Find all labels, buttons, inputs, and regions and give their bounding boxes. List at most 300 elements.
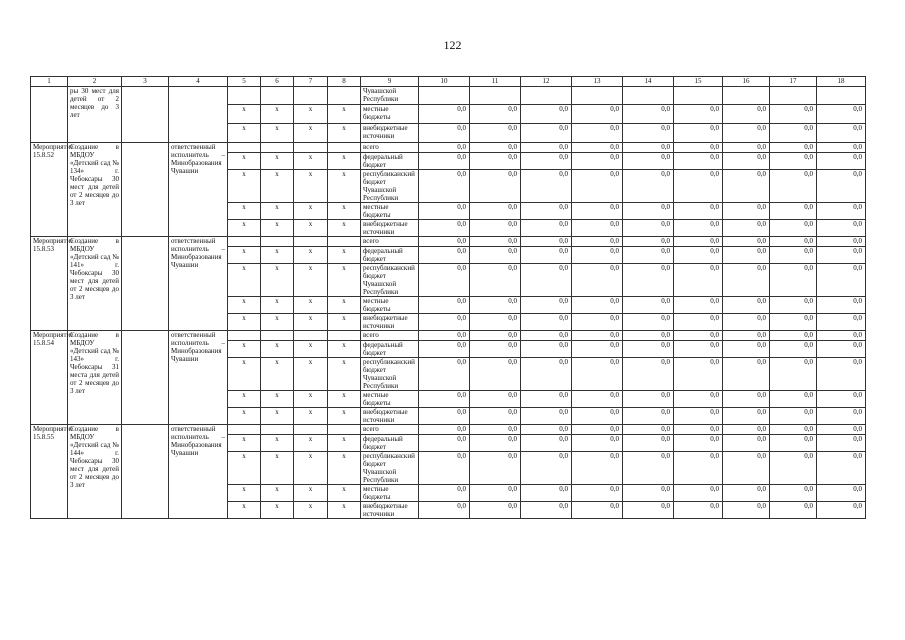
value-cell: 0,0 xyxy=(623,341,674,358)
mark-cell: х xyxy=(228,124,261,143)
value-cell: 0,0 xyxy=(674,452,723,485)
mark-cell xyxy=(228,331,261,341)
mark-cell: х xyxy=(294,485,328,502)
mark-cell: х xyxy=(328,391,361,408)
mark-cell: х xyxy=(328,435,361,452)
event-name-cell: Мероприятие 15.8.53 xyxy=(31,237,68,331)
value-cell: 0,0 xyxy=(521,105,572,124)
value-cell: 0,0 xyxy=(674,297,723,314)
empty-cell xyxy=(122,425,169,519)
value-cell: 0,0 xyxy=(623,502,674,519)
value-cell: 0,0 xyxy=(521,237,572,247)
mark-cell: х xyxy=(328,105,361,124)
value-cell: 0,0 xyxy=(770,143,817,153)
value-cell: 0,0 xyxy=(770,237,817,247)
value-cell: 0,0 xyxy=(817,203,866,220)
source-cell: внебюджетные источники xyxy=(361,220,419,237)
mark-cell: х xyxy=(261,314,294,331)
value-cell xyxy=(770,87,817,105)
value-cell: 0,0 xyxy=(572,425,623,435)
mark-cell: х xyxy=(328,203,361,220)
mark-cell: х xyxy=(228,391,261,408)
responsible-cell: ответственный исполнитель – Минобразования Чувашии xyxy=(169,237,228,331)
value-cell: 0,0 xyxy=(770,170,817,203)
responsible-cell: ответственный исполнитель – Минобразования Чувашии xyxy=(169,425,228,519)
value-cell: 0,0 xyxy=(674,435,723,452)
value-cell: 0,0 xyxy=(817,220,866,237)
empty-cell xyxy=(122,331,169,425)
mark-cell: х xyxy=(294,124,328,143)
value-cell: 0,0 xyxy=(572,264,623,297)
value-cell: 0,0 xyxy=(674,105,723,124)
value-cell: 0,0 xyxy=(572,170,623,203)
empty-cell xyxy=(122,87,169,143)
value-cell: 0,0 xyxy=(419,435,470,452)
value-cell: 0,0 xyxy=(572,203,623,220)
value-cell: 0,0 xyxy=(674,264,723,297)
value-cell: 0,0 xyxy=(723,408,770,425)
header-cell: 10 xyxy=(419,77,470,87)
value-cell: 0,0 xyxy=(470,264,521,297)
mark-cell: х xyxy=(261,153,294,170)
value-cell: 0,0 xyxy=(521,408,572,425)
value-cell: 0,0 xyxy=(623,264,674,297)
mark-cell: х xyxy=(294,502,328,519)
table-row xyxy=(31,425,866,435)
value-cell: 0,0 xyxy=(674,170,723,203)
header-cell: 7 xyxy=(294,77,328,87)
value-cell: 0,0 xyxy=(623,435,674,452)
source-cell: республиканский бюджет Чувашской Республики xyxy=(361,170,419,203)
value-cell: 0,0 xyxy=(419,237,470,247)
value-cell: 0,0 xyxy=(419,170,470,203)
value-cell: 0,0 xyxy=(723,331,770,341)
source-cell: местные бюджеты xyxy=(361,105,419,124)
mark-cell xyxy=(328,87,361,105)
mark-cell: х xyxy=(228,153,261,170)
value-cell: 0,0 xyxy=(817,391,866,408)
mark-cell xyxy=(328,143,361,153)
value-cell: 0,0 xyxy=(572,341,623,358)
mark-cell: х xyxy=(328,502,361,519)
value-cell xyxy=(521,87,572,105)
value-cell: 0,0 xyxy=(521,297,572,314)
value-cell: 0,0 xyxy=(770,435,817,452)
value-cell: 0,0 xyxy=(770,391,817,408)
value-cell: 0,0 xyxy=(723,485,770,502)
event-name-cell: Мероприятие 15.8.55 xyxy=(31,425,68,519)
value-cell: 0,0 xyxy=(470,247,521,264)
value-cell: 0,0 xyxy=(723,452,770,485)
value-cell: 0,0 xyxy=(723,220,770,237)
value-cell: 0,0 xyxy=(470,170,521,203)
source-cell: всего xyxy=(361,237,419,247)
value-cell: 0,0 xyxy=(470,358,521,391)
value-cell: 0,0 xyxy=(723,358,770,391)
mark-cell xyxy=(261,87,294,105)
value-cell: 0,0 xyxy=(674,485,723,502)
responsible-cell xyxy=(169,87,228,143)
source-cell: внебюджетные источники xyxy=(361,408,419,425)
value-cell: 0,0 xyxy=(674,143,723,153)
mark-cell: х xyxy=(294,452,328,485)
source-cell: всего xyxy=(361,331,419,341)
mark-cell: х xyxy=(261,485,294,502)
value-cell: 0,0 xyxy=(470,391,521,408)
value-cell: 0,0 xyxy=(674,341,723,358)
mark-cell: х xyxy=(328,485,361,502)
value-cell: 0,0 xyxy=(572,331,623,341)
value-cell: 0,0 xyxy=(817,153,866,170)
header-row xyxy=(31,77,866,87)
mark-cell: х xyxy=(228,264,261,297)
mark-cell xyxy=(294,331,328,341)
responsible-cell: ответственный исполнитель – Минобразования Чувашии xyxy=(169,331,228,425)
value-cell: 0,0 xyxy=(770,358,817,391)
mark-cell xyxy=(294,143,328,153)
mark-cell: х xyxy=(328,220,361,237)
header-cell: 12 xyxy=(521,77,572,87)
description-cell: Создание в МБДОУ «Детский сад № 134» г. Чебоксары 30 мест для детей от 2 месяцев до 3 лет xyxy=(68,143,122,237)
value-cell: 0,0 xyxy=(572,391,623,408)
value-cell: 0,0 xyxy=(572,314,623,331)
value-cell: 0,0 xyxy=(770,247,817,264)
table-body xyxy=(31,87,866,519)
mark-cell: х xyxy=(328,408,361,425)
value-cell: 0,0 xyxy=(623,124,674,143)
mark-cell xyxy=(261,331,294,341)
mark-cell: х xyxy=(328,341,361,358)
value-cell: 0,0 xyxy=(521,314,572,331)
value-cell: 0,0 xyxy=(817,331,866,341)
value-cell: 0,0 xyxy=(419,485,470,502)
value-cell: 0,0 xyxy=(470,408,521,425)
mark-cell: х xyxy=(228,502,261,519)
value-cell: 0,0 xyxy=(674,314,723,331)
header-cell: 2 xyxy=(68,77,122,87)
value-cell: 0,0 xyxy=(470,297,521,314)
mark-cell: х xyxy=(328,153,361,170)
mark-cell: х xyxy=(294,203,328,220)
value-cell: 0,0 xyxy=(419,452,470,485)
source-cell: всего xyxy=(361,143,419,153)
mark-cell: х xyxy=(261,358,294,391)
mark-cell: х xyxy=(261,297,294,314)
value-cell xyxy=(674,87,723,105)
mark-cell: х xyxy=(228,435,261,452)
value-cell: 0,0 xyxy=(770,331,817,341)
value-cell: 0,0 xyxy=(572,220,623,237)
mark-cell: х xyxy=(261,435,294,452)
value-cell: 0,0 xyxy=(817,170,866,203)
description-cell: Создание в МБДОУ «Детский сад № 144» г. Чебоксары 30 мест для детей от 2 месяцев до 3 лет xyxy=(68,425,122,519)
event-name-cell: Мероприятие 15.8.54 xyxy=(31,331,68,425)
value-cell: 0,0 xyxy=(419,391,470,408)
value-cell: 0,0 xyxy=(770,203,817,220)
mark-cell: х xyxy=(228,341,261,358)
mark-cell: х xyxy=(294,105,328,124)
mark-cell: х xyxy=(294,220,328,237)
page-number: 122 xyxy=(443,38,462,52)
value-cell: 0,0 xyxy=(723,170,770,203)
value-cell: 0,0 xyxy=(623,170,674,203)
source-cell: внебюджетные источники xyxy=(361,314,419,331)
mark-cell: х xyxy=(228,314,261,331)
value-cell: 0,0 xyxy=(419,220,470,237)
mark-cell xyxy=(228,143,261,153)
value-cell: 0,0 xyxy=(521,153,572,170)
value-cell: 0,0 xyxy=(572,105,623,124)
value-cell: 0,0 xyxy=(623,452,674,485)
header-cell: 16 xyxy=(723,77,770,87)
value-cell: 0,0 xyxy=(572,452,623,485)
header-cell: 11 xyxy=(470,77,521,87)
table-header xyxy=(31,77,866,87)
value-cell: 0,0 xyxy=(521,502,572,519)
mark-cell: х xyxy=(328,452,361,485)
value-cell: 0,0 xyxy=(572,358,623,391)
value-cell: 0,0 xyxy=(470,105,521,124)
value-cell: 0,0 xyxy=(817,143,866,153)
value-cell: 0,0 xyxy=(419,358,470,391)
mark-cell: х xyxy=(261,247,294,264)
value-cell: 0,0 xyxy=(770,425,817,435)
mark-cell: х xyxy=(261,341,294,358)
mark-cell: х xyxy=(328,358,361,391)
mark-cell: х xyxy=(328,314,361,331)
value-cell: 0,0 xyxy=(470,203,521,220)
value-cell: 0,0 xyxy=(723,203,770,220)
mark-cell xyxy=(328,331,361,341)
value-cell: 0,0 xyxy=(770,264,817,297)
value-cell: 0,0 xyxy=(674,408,723,425)
value-cell: 0,0 xyxy=(419,105,470,124)
value-cell: 0,0 xyxy=(419,341,470,358)
value-cell: 0,0 xyxy=(770,452,817,485)
value-cell: 0,0 xyxy=(770,220,817,237)
value-cell: 0,0 xyxy=(572,143,623,153)
value-cell: 0,0 xyxy=(817,358,866,391)
value-cell: 0,0 xyxy=(623,297,674,314)
source-cell: внебюджетные источники xyxy=(361,124,419,143)
value-cell: 0,0 xyxy=(623,237,674,247)
value-cell: 0,0 xyxy=(770,105,817,124)
value-cell: 0,0 xyxy=(521,435,572,452)
value-cell: 0,0 xyxy=(723,314,770,331)
value-cell: 0,0 xyxy=(817,425,866,435)
value-cell: 0,0 xyxy=(572,408,623,425)
source-cell: внебюджетные источники xyxy=(361,502,419,519)
value-cell: 0,0 xyxy=(674,391,723,408)
header-cell: 3 xyxy=(122,77,169,87)
value-cell: 0,0 xyxy=(521,220,572,237)
mark-cell xyxy=(294,87,328,105)
value-cell: 0,0 xyxy=(521,391,572,408)
value-cell: 0,0 xyxy=(470,143,521,153)
header-cell: 9 xyxy=(361,77,419,87)
header-cell: 1 xyxy=(31,77,68,87)
source-cell: федеральный бюджет xyxy=(361,341,419,358)
mark-cell: х xyxy=(294,358,328,391)
mark-cell: х xyxy=(294,153,328,170)
mark-cell: х xyxy=(294,247,328,264)
value-cell: 0,0 xyxy=(623,220,674,237)
value-cell: 0,0 xyxy=(572,247,623,264)
value-cell: 0,0 xyxy=(419,331,470,341)
value-cell: 0,0 xyxy=(770,153,817,170)
mark-cell: х xyxy=(328,170,361,203)
source-cell: местные бюджеты xyxy=(361,203,419,220)
value-cell: 0,0 xyxy=(623,314,674,331)
value-cell: 0,0 xyxy=(723,153,770,170)
value-cell: 0,0 xyxy=(419,502,470,519)
value-cell: 0,0 xyxy=(723,105,770,124)
value-cell: 0,0 xyxy=(419,153,470,170)
mark-cell: х xyxy=(228,358,261,391)
mark-cell xyxy=(228,425,261,435)
value-cell: 0,0 xyxy=(623,408,674,425)
empty-cell xyxy=(122,143,169,237)
header-cell: 6 xyxy=(261,77,294,87)
source-cell: федеральный бюджет xyxy=(361,435,419,452)
value-cell: 0,0 xyxy=(470,452,521,485)
value-cell: 0,0 xyxy=(674,247,723,264)
value-cell: 0,0 xyxy=(419,314,470,331)
value-cell: 0,0 xyxy=(470,331,521,341)
value-cell: 0,0 xyxy=(723,297,770,314)
value-cell: 0,0 xyxy=(470,502,521,519)
mark-cell: х xyxy=(261,203,294,220)
description-cell: Создание в МБДОУ «Детский сад № 141» г. Чебоксары 30 мест для детей от 2 месяцев до 3 лет xyxy=(68,237,122,331)
value-cell: 0,0 xyxy=(674,358,723,391)
mark-cell xyxy=(328,237,361,247)
mark-cell: х xyxy=(228,485,261,502)
value-cell: 0,0 xyxy=(674,124,723,143)
value-cell: 0,0 xyxy=(817,408,866,425)
mark-cell: х xyxy=(228,408,261,425)
mark-cell: х xyxy=(294,170,328,203)
value-cell: 0,0 xyxy=(817,247,866,264)
value-cell: 0,0 xyxy=(623,203,674,220)
value-cell: 0,0 xyxy=(723,425,770,435)
value-cell: 0,0 xyxy=(623,425,674,435)
value-cell: 0,0 xyxy=(723,247,770,264)
mark-cell: х xyxy=(261,220,294,237)
mark-cell: х xyxy=(261,124,294,143)
budget-table xyxy=(30,76,866,519)
table-row xyxy=(31,331,866,341)
source-cell: республиканский бюджет Чувашской Республики xyxy=(361,264,419,297)
value-cell: 0,0 xyxy=(521,264,572,297)
value-cell: 0,0 xyxy=(572,153,623,170)
value-cell: 0,0 xyxy=(770,408,817,425)
mark-cell: х xyxy=(294,435,328,452)
mark-cell: х xyxy=(261,105,294,124)
value-cell: 0,0 xyxy=(817,264,866,297)
value-cell: 0,0 xyxy=(572,485,623,502)
value-cell: 0,0 xyxy=(470,124,521,143)
value-cell: 0,0 xyxy=(723,124,770,143)
value-cell: 0,0 xyxy=(770,297,817,314)
source-cell: федеральный бюджет xyxy=(361,247,419,264)
source-cell: местные бюджеты xyxy=(361,391,419,408)
mark-cell: х xyxy=(261,264,294,297)
value-cell: 0,0 xyxy=(470,153,521,170)
responsible-cell: ответственный исполнитель – Минобразования Чувашии xyxy=(169,143,228,237)
value-cell: 0,0 xyxy=(817,237,866,247)
value-cell: 0,0 xyxy=(817,124,866,143)
mark-cell xyxy=(261,425,294,435)
source-cell: местные бюджеты xyxy=(361,485,419,502)
source-cell: республиканский бюджет Чувашской Республики xyxy=(361,358,419,391)
value-cell: 0,0 xyxy=(419,297,470,314)
value-cell: 0,0 xyxy=(623,247,674,264)
mark-cell: х xyxy=(228,170,261,203)
table-row xyxy=(31,143,866,153)
value-cell: 0,0 xyxy=(623,153,674,170)
value-cell: 0,0 xyxy=(521,331,572,341)
value-cell: 0,0 xyxy=(817,502,866,519)
value-cell: 0,0 xyxy=(723,237,770,247)
value-cell: 0,0 xyxy=(623,485,674,502)
value-cell: 0,0 xyxy=(521,485,572,502)
mark-cell: х xyxy=(294,314,328,331)
value-cell: 0,0 xyxy=(817,314,866,331)
value-cell: 0,0 xyxy=(723,341,770,358)
value-cell: 0,0 xyxy=(521,425,572,435)
value-cell: 0,0 xyxy=(419,143,470,153)
mark-cell: х xyxy=(294,391,328,408)
value-cell: 0,0 xyxy=(623,358,674,391)
value-cell: 0,0 xyxy=(470,435,521,452)
event-cell xyxy=(31,87,68,143)
mark-cell xyxy=(228,237,261,247)
value-cell: 0,0 xyxy=(723,264,770,297)
mark-cell: х xyxy=(228,247,261,264)
value-cell: 0,0 xyxy=(817,341,866,358)
table-row xyxy=(31,237,866,247)
value-cell: 0,0 xyxy=(723,391,770,408)
value-cell: 0,0 xyxy=(419,124,470,143)
value-cell: 0,0 xyxy=(674,220,723,237)
mark-cell: х xyxy=(328,247,361,264)
value-cell: 0,0 xyxy=(674,502,723,519)
mark-cell: х xyxy=(228,105,261,124)
header-cell: 14 xyxy=(623,77,674,87)
source-cell: федеральный бюджет xyxy=(361,153,419,170)
value-cell: 0,0 xyxy=(817,435,866,452)
value-cell: 0,0 xyxy=(770,124,817,143)
value-cell: 0,0 xyxy=(770,485,817,502)
value-cell: 0,0 xyxy=(521,203,572,220)
mark-cell xyxy=(261,237,294,247)
value-cell xyxy=(419,87,470,105)
value-cell: 0,0 xyxy=(470,341,521,358)
mark-cell xyxy=(294,237,328,247)
mark-cell: х xyxy=(294,264,328,297)
value-cell xyxy=(572,87,623,105)
mark-cell xyxy=(228,87,261,105)
mark-cell: х xyxy=(228,297,261,314)
value-cell xyxy=(470,87,521,105)
value-cell: 0,0 xyxy=(770,341,817,358)
header-cell: 18 xyxy=(817,77,866,87)
value-cell: 0,0 xyxy=(770,502,817,519)
header-cell: 13 xyxy=(572,77,623,87)
description-cell: ры 30 мест для детей от 2 месяцев до 3 лет xyxy=(68,87,122,143)
value-cell: 0,0 xyxy=(470,237,521,247)
empty-cell xyxy=(122,237,169,331)
